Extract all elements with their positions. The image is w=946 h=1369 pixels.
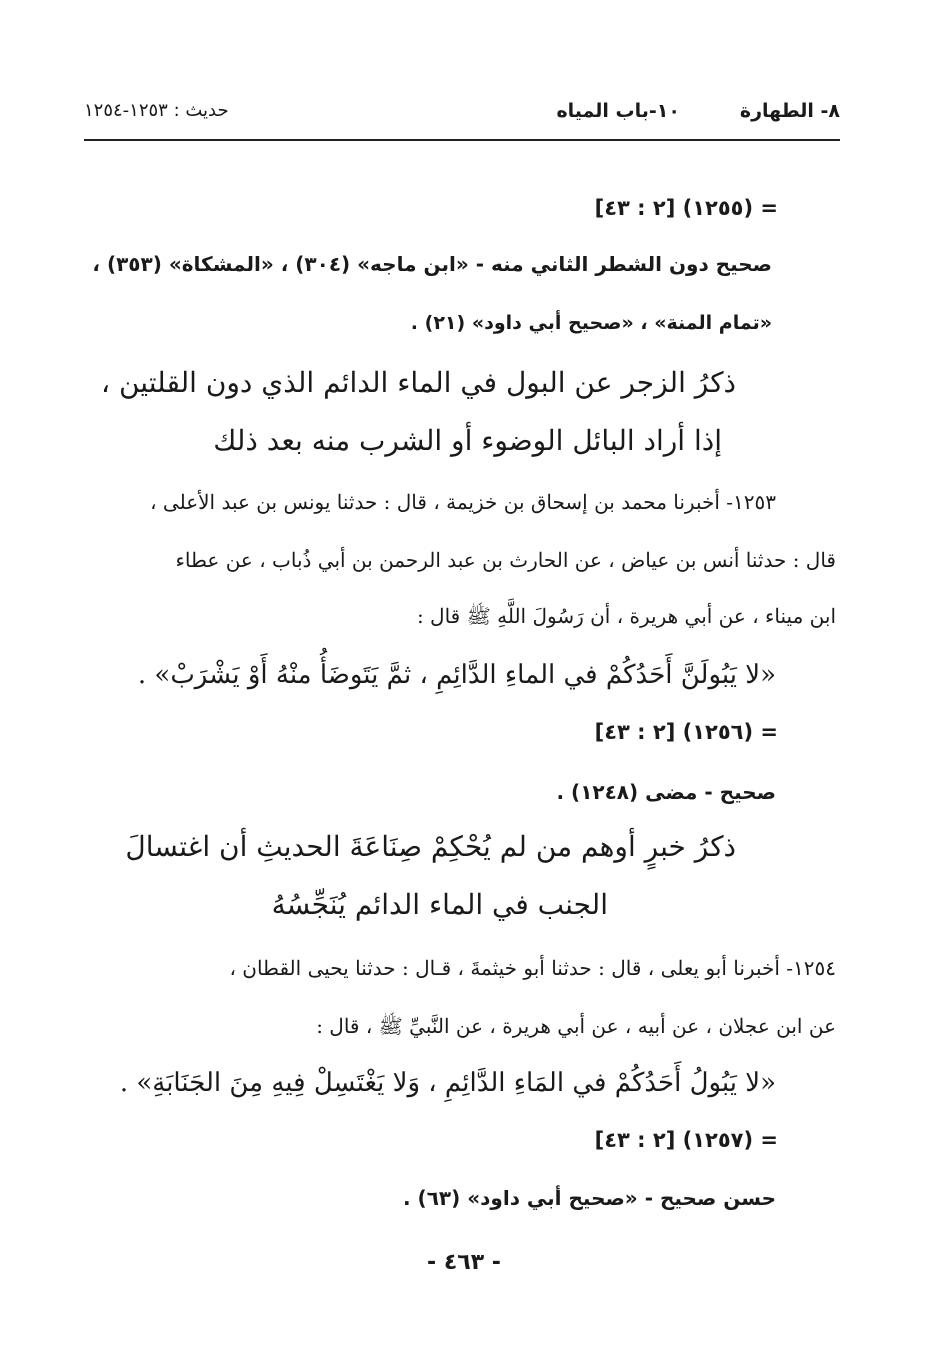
grading-line: حسن صحيح - «صحيح أبي داود» (٦٣) . xyxy=(403,1186,776,1210)
header-section: ١٠-باب المياه xyxy=(556,100,680,122)
cross-reference: = (١٢٥٧) [٢ : ٤٣] xyxy=(594,1128,778,1152)
chapter-heading: الجنب في الماء الدائم يُنَجِّسُهُ xyxy=(271,888,608,921)
header-rule xyxy=(84,139,840,141)
cross-reference: = (١٢٥٥) [٢ : ٤٣] xyxy=(594,196,778,220)
isnad-line: ١٢٥٤- أخبرنا أبو يعلى ، قال : حدثنا أبو خيثمةَ ، قـال : حدثنا يحيى القطان ، xyxy=(229,956,836,980)
isnad-line: ابن ميناء ، عن أبي هريرة ، أن رَسُولَ اللَّهِ ﷺ قال : xyxy=(416,604,836,628)
chapter-heading: إذا أراد البائل الوضوء أو الشرب منه بعد ذلك xyxy=(213,424,722,457)
grading-line: «تمام المنة» ، «صحيح أبي داود» (٢١) . xyxy=(410,312,772,334)
chapter-heading: ذكرُ الزجر عن البول في الماء الدائم الذي دون القلتين ، xyxy=(101,366,736,399)
header-chapter: ٨- الطهارة xyxy=(739,100,840,122)
grading-line: صحيح - مضى (١٢٤٨) . xyxy=(556,780,776,804)
running-header xyxy=(84,100,840,134)
page-number: - ٤٦٣ - xyxy=(427,1250,501,1275)
hadith-text: «لا يَبُولَنَّ أَحَدُكُمْ في الماءِ الدَّائِمِ ، ثمَّ يَتَوضَأُ منْهُ أَوْ يَشْرَبْ» . xyxy=(137,660,776,690)
isnad-line: ١٢٥٣- أخبرنا محمد بن إسحاق بن خزيمة ، قال : حدثنا يونس بن عبد الأعلى ، xyxy=(150,490,776,514)
grading-line: صحيح دون الشطر الثاني منه - «ابن ماجه» (٣٠٤) ، «المشكاة» (٣٥٣) ، xyxy=(92,252,772,276)
isnad-line: عن ابن عجلان ، عن أبيه ، عن أبي هريرة ، عن النَّبيِّ ﷺ ، قال : xyxy=(316,1014,836,1038)
header-hadith-range: حديث : ١٢٥٣-١٢٥٤ xyxy=(84,100,229,121)
chapter-heading: ذكرُ خبرٍ أوهم من لم يُحْكِمْ صِنَاعَةَ الحديثِ أن اغتسالَ xyxy=(125,830,736,863)
isnad-line: قال : حدثنا أنس بن عياض ، عن الحارث بن عبد الرحمن بن أبي ذُباب ، عن عطاء xyxy=(175,548,836,572)
cross-reference: = (١٢٥٦) [٢ : ٤٣] xyxy=(594,720,778,744)
hadith-text: «لا يَبُولُ أَحَدُكُمْ في المَاءِ الدَّائِمِ ، وَلا يَغْتَسِلْ فِيهِ مِنَ الجَنَابَةِ» . xyxy=(119,1068,776,1098)
